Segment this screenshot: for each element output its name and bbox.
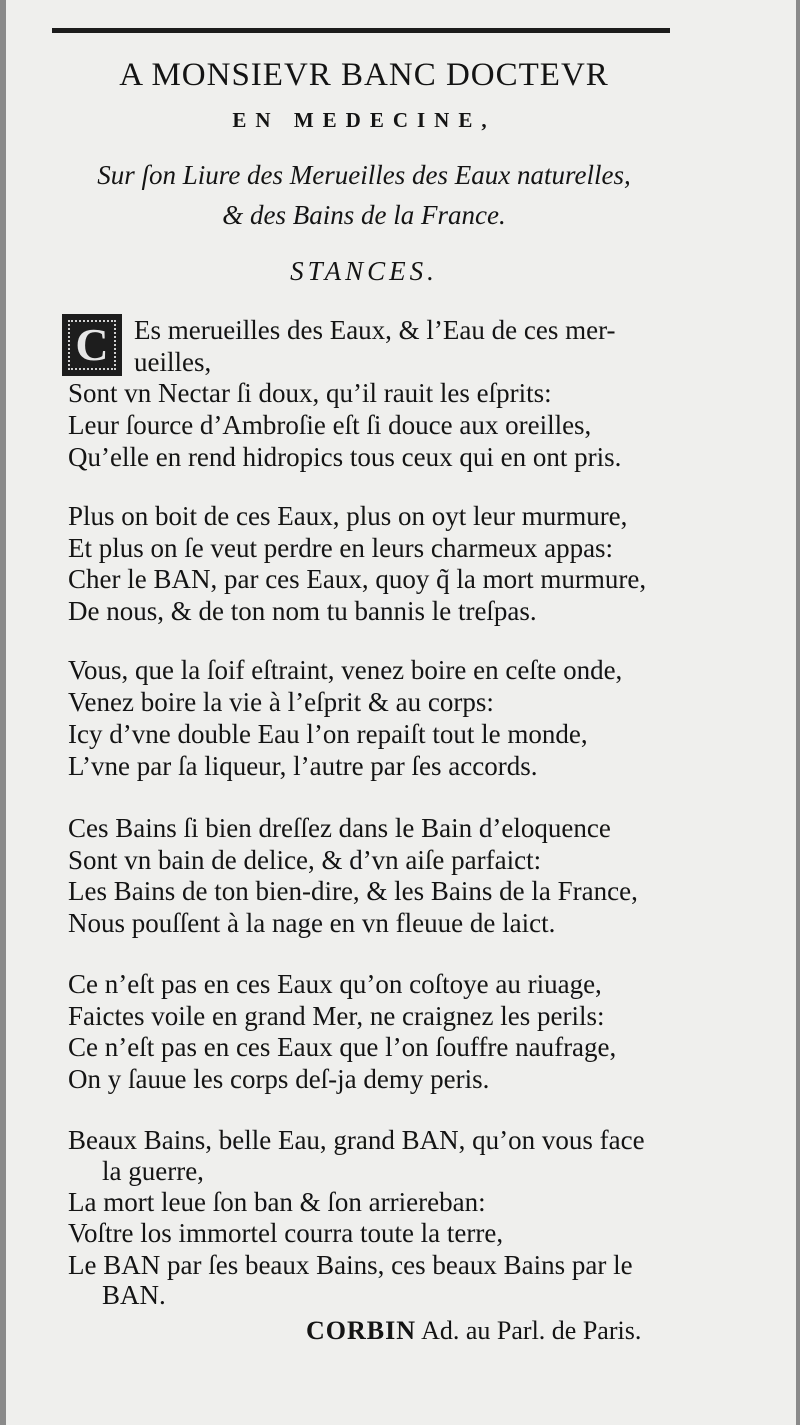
verse-line: Qu’elle en rend hidropics tous ceux qui en ont pris. — [68, 442, 622, 472]
title-line-1: A MONSIEVR BANC DOCTEVR — [119, 57, 609, 93]
ornamental-initial — [62, 314, 122, 376]
stances-heading: STANCES. — [290, 256, 438, 286]
signature — [306, 1316, 641, 1346]
verse-line: Le BAN par ſes beaux Bains, ces beaux Bains par le — [68, 1250, 633, 1280]
verse-line: Nous pouſſent à la nage en vn fleuue de laict. — [68, 908, 556, 938]
verse-line: La mort leue ſon ban & ſon arriereban: — [68, 1187, 486, 1217]
verse-line: Sont vn bain de delice, & d’vn aiſe parfaict: — [68, 845, 542, 875]
verse-line: L’vne par ſa liqueur, l’autre par ſes accords. — [68, 751, 538, 781]
title-line-2: EN MEDECINE, — [232, 108, 496, 132]
verse-line: Vous, que la ſoif eſtraint, venez boire en ceſte onde, — [68, 655, 623, 685]
verse-line: Les Bains de ton bien-dire, & les Bains de la France, — [68, 876, 638, 906]
verse-line: Ce n’eſt pas en ces Eaux qu’on coſtoye au riuage, — [68, 969, 602, 999]
verse-line: Plus on boit de ces Eaux, plus on oyt leur murmure, — [68, 501, 628, 531]
verse-line: Es merueilles des Eaux, & l’Eau de ces mer- — [134, 315, 616, 345]
verse-line: Beaux Bains, belle Eau, grand BAN, qu’on vous face — [68, 1125, 645, 1155]
verse-line: ueilles, — [134, 347, 212, 377]
subtitle-line-2: & des Bains de la France. — [222, 200, 506, 230]
top-rule — [52, 28, 670, 33]
verse-line: De nous, & de ton nom tu bannis le treſpas. — [68, 596, 537, 626]
verse-line: Ce n’eſt pas en ces Eaux que l’on ſouffre naufrage, — [68, 1032, 617, 1062]
signature-title: Ad. au Parl. de Paris. — [421, 1316, 642, 1345]
verse-line: Leur ſource d’Ambroſie eſt ſi douce aux oreilles, — [68, 410, 592, 440]
drop-cap-letter: C — [75, 319, 109, 370]
verse-line: Venez boire la vie à l’eſprit & au corps: — [68, 687, 494, 717]
subtitle-line-1: Sur ſon Liure des Merueilles des Eaux naturelles, — [97, 160, 631, 190]
verse-line: Cher le BAN, par ces Eaux, quoy q̃ la mort murmure, — [68, 564, 647, 594]
signature-name: CORBIN — [306, 1316, 417, 1345]
verse-line: Sont vn Nectar ſi doux, qu’il rauit les eſprits: — [68, 378, 552, 408]
book-page — [6, 0, 796, 1425]
verse-line: Icy d’vne double Eau l’on repaiſt tout le monde, — [68, 719, 588, 749]
verse-line: BAN. — [102, 1280, 166, 1310]
verse-line: Faictes voile en grand Mer, ne craignez les perils: — [68, 1001, 605, 1031]
verse-line: Ces Bains ſi bien dreſſez dans le Bain d’eloquence — [68, 813, 611, 843]
verse-line: la guerre, — [102, 1156, 204, 1186]
verse-line: On y ſauue les corps deſ-ja demy peris. — [68, 1064, 490, 1094]
verse-line: Et plus on ſe veut perdre en leurs charmeux appas: — [68, 533, 614, 563]
verse-line: Voſtre los immortel courra toute la terre, — [68, 1218, 504, 1248]
